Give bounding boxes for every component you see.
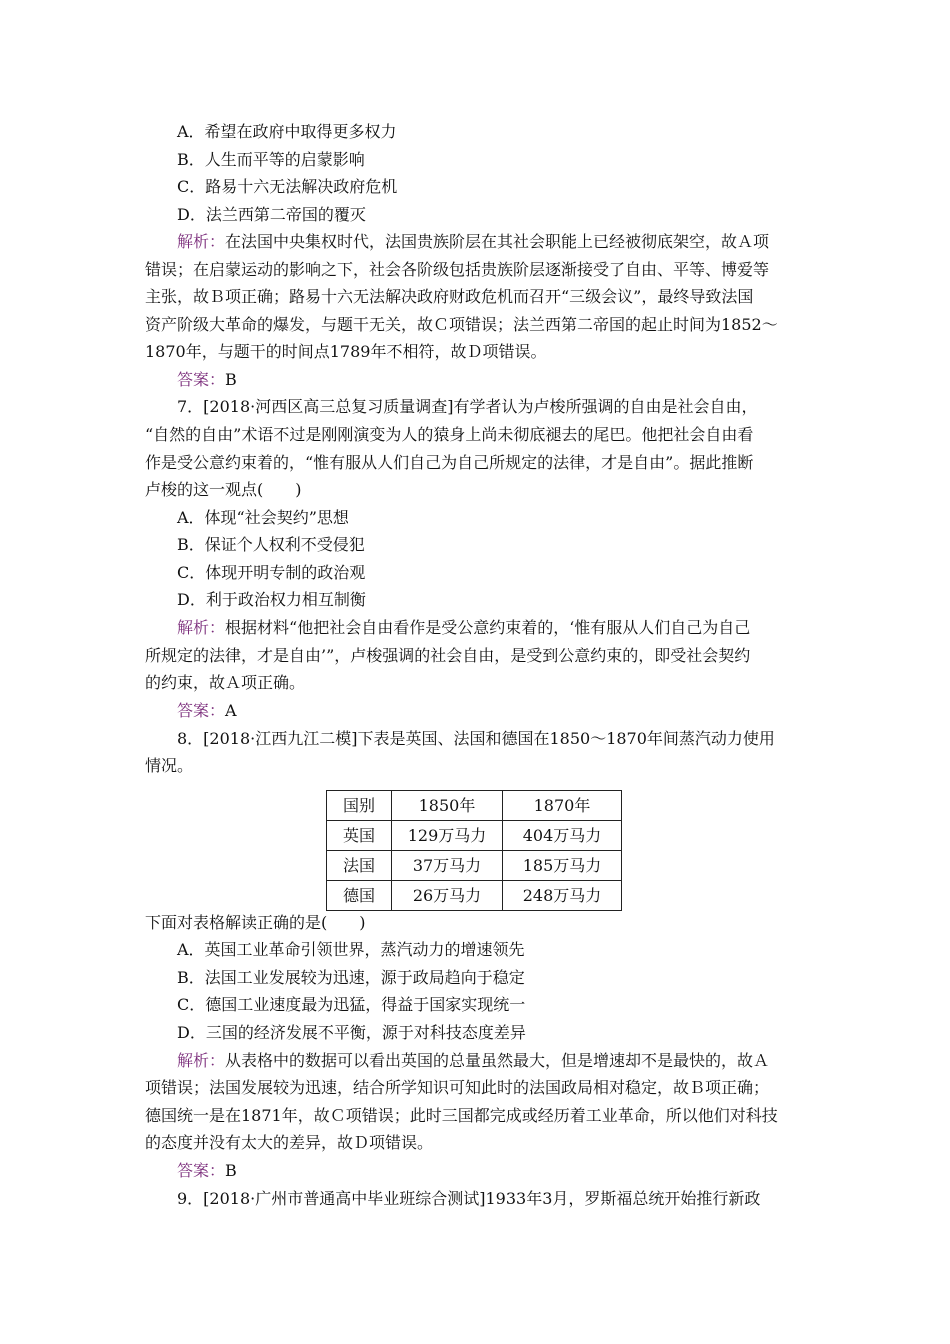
question-stem: 7．[2018·河西区高三总复习质量调查]有学者认为卢梭所强调的自由是社会自由，	[177, 397, 758, 416]
table-cell: 26万马力	[392, 881, 503, 911]
question-stem: 8．[2018·江西九江二模]下表是英国、法国和德国在1850～1870年间蒸汽动力使用	[177, 729, 775, 748]
analysis-text: 从表格中的数据可以看出英国的总量虽然最大，但是增速却不是最快的，故Ａ	[225, 1051, 770, 1070]
question-stem: 情况。	[145, 756, 194, 775]
analysis-line: 主张，故Ｂ项正确；路易十六无法解决政府财政危机而召开“三级会议”，最终导致法国	[145, 287, 754, 306]
analysis-line: 的约束，故Ａ项正确。	[145, 673, 306, 692]
answer-line	[177, 370, 237, 392]
table-cell: 129万马力	[392, 821, 503, 851]
answer-value: B	[225, 1161, 237, 1180]
table-header-cell: 国别	[327, 791, 392, 821]
option-b: B．保证个人权利不受侵犯	[177, 535, 365, 554]
table-row	[327, 821, 622, 851]
option-b: B．人生而平等的启蒙影响	[177, 150, 365, 169]
answer-line	[177, 701, 237, 723]
table-header-cell: 1850年	[392, 791, 503, 821]
table-cell: 185万马力	[503, 851, 622, 881]
table-cell: 法国	[327, 851, 392, 881]
table-row	[327, 881, 622, 911]
analysis-line: 所规定的法律，才是自由’”，卢梭强调的社会自由，是受到公意约束的，即受社会契约	[145, 646, 751, 665]
analysis-line: 1870年，与题干的时间点1789年不相符，故Ｄ项错误。	[145, 342, 547, 361]
analysis-label: 解析：	[177, 1051, 226, 1070]
question-stem: 卢梭的这一观点( )	[145, 480, 302, 499]
answer-label: 答案：	[177, 1161, 226, 1180]
option-a: A．英国工业革命引领世界，蒸汽动力的增速领先	[177, 940, 525, 959]
analysis-first-line	[177, 618, 750, 640]
table-cell: 德国	[327, 881, 392, 911]
analysis-text: 根据材料“他把社会自由看作是受公意约束着的，‘惟有服从人们自己为自己	[225, 618, 751, 637]
table-header-row	[327, 791, 622, 821]
option-a: A．希望在政府中取得更多权力	[177, 122, 397, 141]
analysis-line: 的态度并没有太大的差异，故Ｄ项错误。	[145, 1133, 434, 1152]
answer-label: 答案：	[177, 701, 226, 720]
analysis-line: 项错误；法国发展较为迅速，结合所学知识可知此时的法国政局相对稳定，故Ｂ项正确；	[145, 1078, 770, 1097]
answer-line	[177, 1161, 237, 1183]
answer-value: A	[225, 701, 237, 720]
answer-value: B	[225, 370, 237, 389]
table-cell: 248万马力	[503, 881, 622, 911]
analysis-label: 解析：	[177, 232, 226, 251]
question-stem: “自然的自由”术语不过是刚刚演变为人的猿身上尚未彻底褪去的尾巴。他把社会自由看	[145, 425, 754, 444]
option-b: B．法国工业发展较为迅速，源于政局趋向于稳定	[177, 968, 525, 987]
analysis-first-line	[177, 232, 769, 254]
analysis-label: 解析：	[177, 618, 226, 637]
analysis-line: 资产阶级大革命的爆发，与题干无关，故Ｃ项错误；法兰西第二帝国的起止时间为1852～	[145, 315, 778, 334]
option-a: A．体现“社会契约”思想	[177, 508, 349, 527]
question-stem: 9．[2018·广州市普通高中毕业班综合测试]1933年3月，罗斯福总统开始推行新政	[177, 1189, 761, 1208]
analysis-line: 错误；在启蒙运动的影响之下，社会各阶级包括贵族阶层逐渐接受了自由、平等、博爱等	[145, 260, 770, 279]
table-header-cell: 1870年	[503, 791, 622, 821]
option-c: C．路易十六无法解决政府危机	[177, 177, 398, 196]
analysis-line: 德国统一是在1871年，故Ｃ项错误；此时三国都完成或经历着工业革命，所以他们对科技	[145, 1106, 778, 1125]
table-cell: 37万马力	[392, 851, 503, 881]
table-cell: 404万马力	[503, 821, 622, 851]
question-prompt: 下面对表格解读正确的是( )	[145, 913, 366, 932]
option-d: D．法兰西第二帝国的覆灭	[177, 205, 366, 224]
answer-label: 答案：	[177, 370, 226, 389]
steam-power-table	[326, 790, 622, 911]
table-row	[327, 851, 622, 881]
question-stem: 作是受公意约束着的，“惟有服从人们自己为自己所规定的法律，才是自由”。据此推断	[145, 453, 754, 472]
analysis-text: 在法国中央集权时代，法国贵族阶层在其社会职能上已经被彻底架空，故Ａ项	[225, 232, 770, 251]
analysis-first-line	[177, 1051, 769, 1073]
option-d: D．利于政治权力相互制衡	[177, 590, 366, 609]
table-cell: 英国	[327, 821, 392, 851]
option-c: C．体现开明专制的政治观	[177, 563, 366, 582]
option-d: D．三国的经济发展不平衡，源于对科技态度差异	[177, 1023, 526, 1042]
option-c: C．德国工业速度最为迅猛，得益于国家实现统一	[177, 995, 526, 1014]
